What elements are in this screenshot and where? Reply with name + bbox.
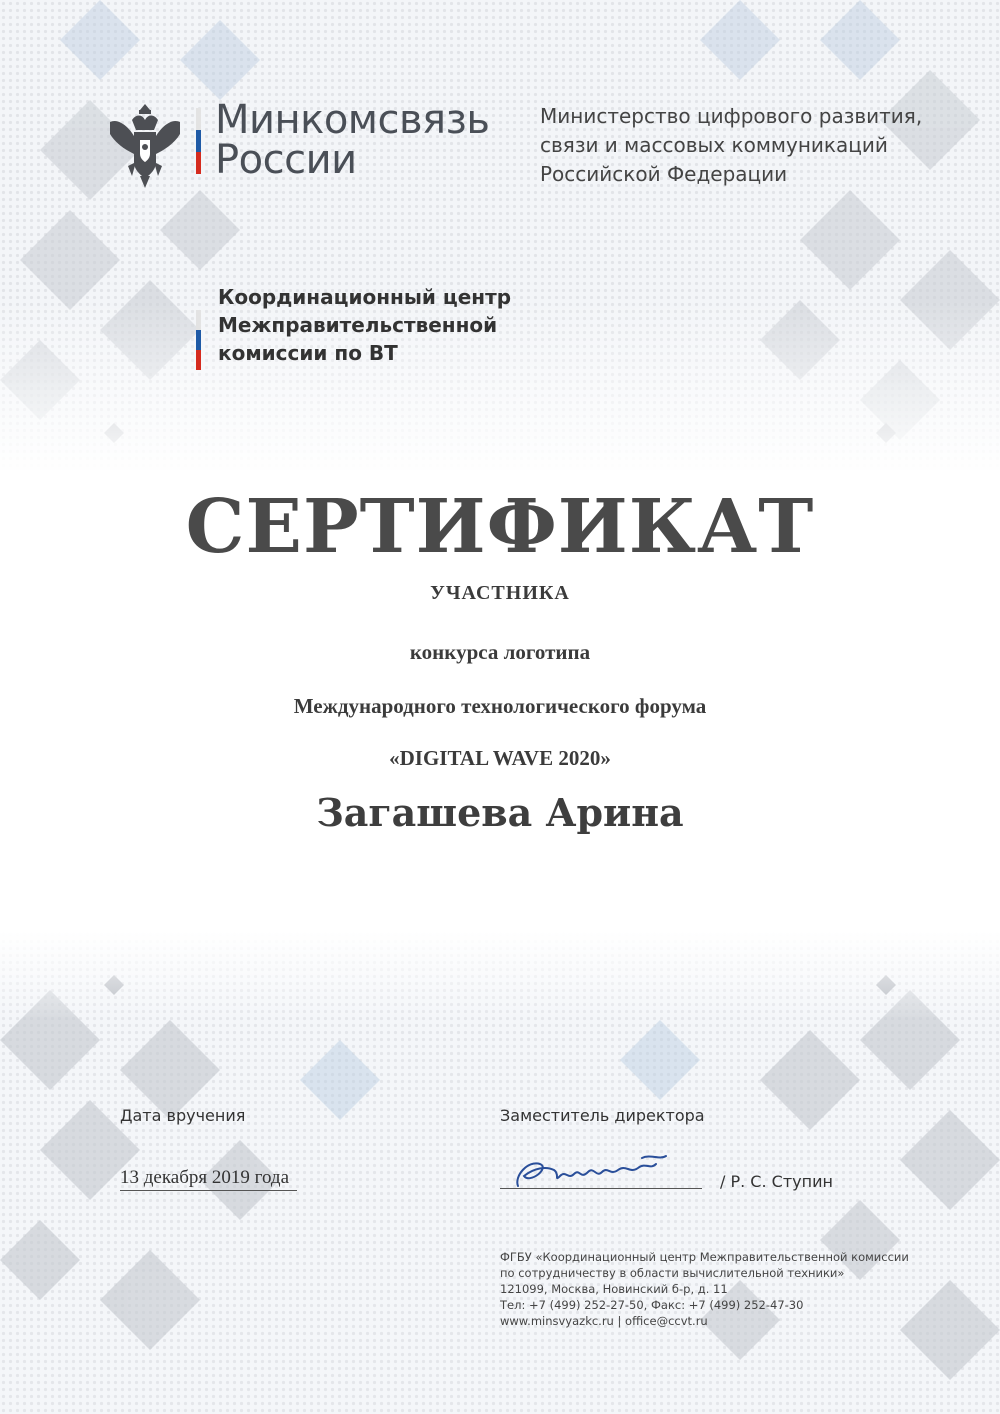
ministry-short-name: Минкомсвязь России	[215, 97, 490, 183]
recipient-name: Загашева Арина	[316, 790, 684, 835]
date-value: 13 декабря 2019 года	[120, 1166, 297, 1191]
certificate-participant-line: УЧАСТНИКА	[430, 582, 570, 604]
signer-name: / Р. С. Ступин	[720, 1172, 833, 1191]
ministry-full-name: Министерство цифрового развития, связи и массовых коммуникаций Российской Федерации	[540, 104, 923, 186]
certificate-forum-line: Международного технологического форума	[293, 694, 707, 718]
footer-org-line2: по сотрудничеству в области вычислительной техники»	[500, 1266, 845, 1280]
footer-org-line1: ФГБУ «Координационный центр Межправительственной комиссии	[500, 1250, 909, 1264]
signature-line	[500, 1188, 702, 1189]
center-tricolor-bar	[196, 310, 201, 370]
footer-contacts	[500, 1249, 909, 1329]
date-label: Дата вручения	[120, 1106, 246, 1125]
position-label: Заместитель директора	[500, 1106, 705, 1125]
certificate-title: СЕРТИФИКАТ	[185, 484, 815, 570]
tricolor-bar	[196, 108, 201, 174]
coordination-center-name: Координационный центр Межправительственной комиссии по ВТ	[218, 285, 512, 365]
certificate-event-name: «DIGITAL WAVE 2020»	[389, 746, 611, 770]
footer-phone: Тел: +7 (499) 252-27-50, Факс: +7 (499) 252-47-30	[500, 1298, 804, 1312]
certificate-contest-line: конкурса логотипа	[409, 640, 591, 664]
footer-web: www.minsvyazkc.ru | office@ccvt.ru	[500, 1314, 708, 1328]
footer-address: 121099, Москва, Новинский б-р, д. 11	[500, 1282, 728, 1296]
russian-coat-of-arms-icon	[104, 100, 186, 190]
